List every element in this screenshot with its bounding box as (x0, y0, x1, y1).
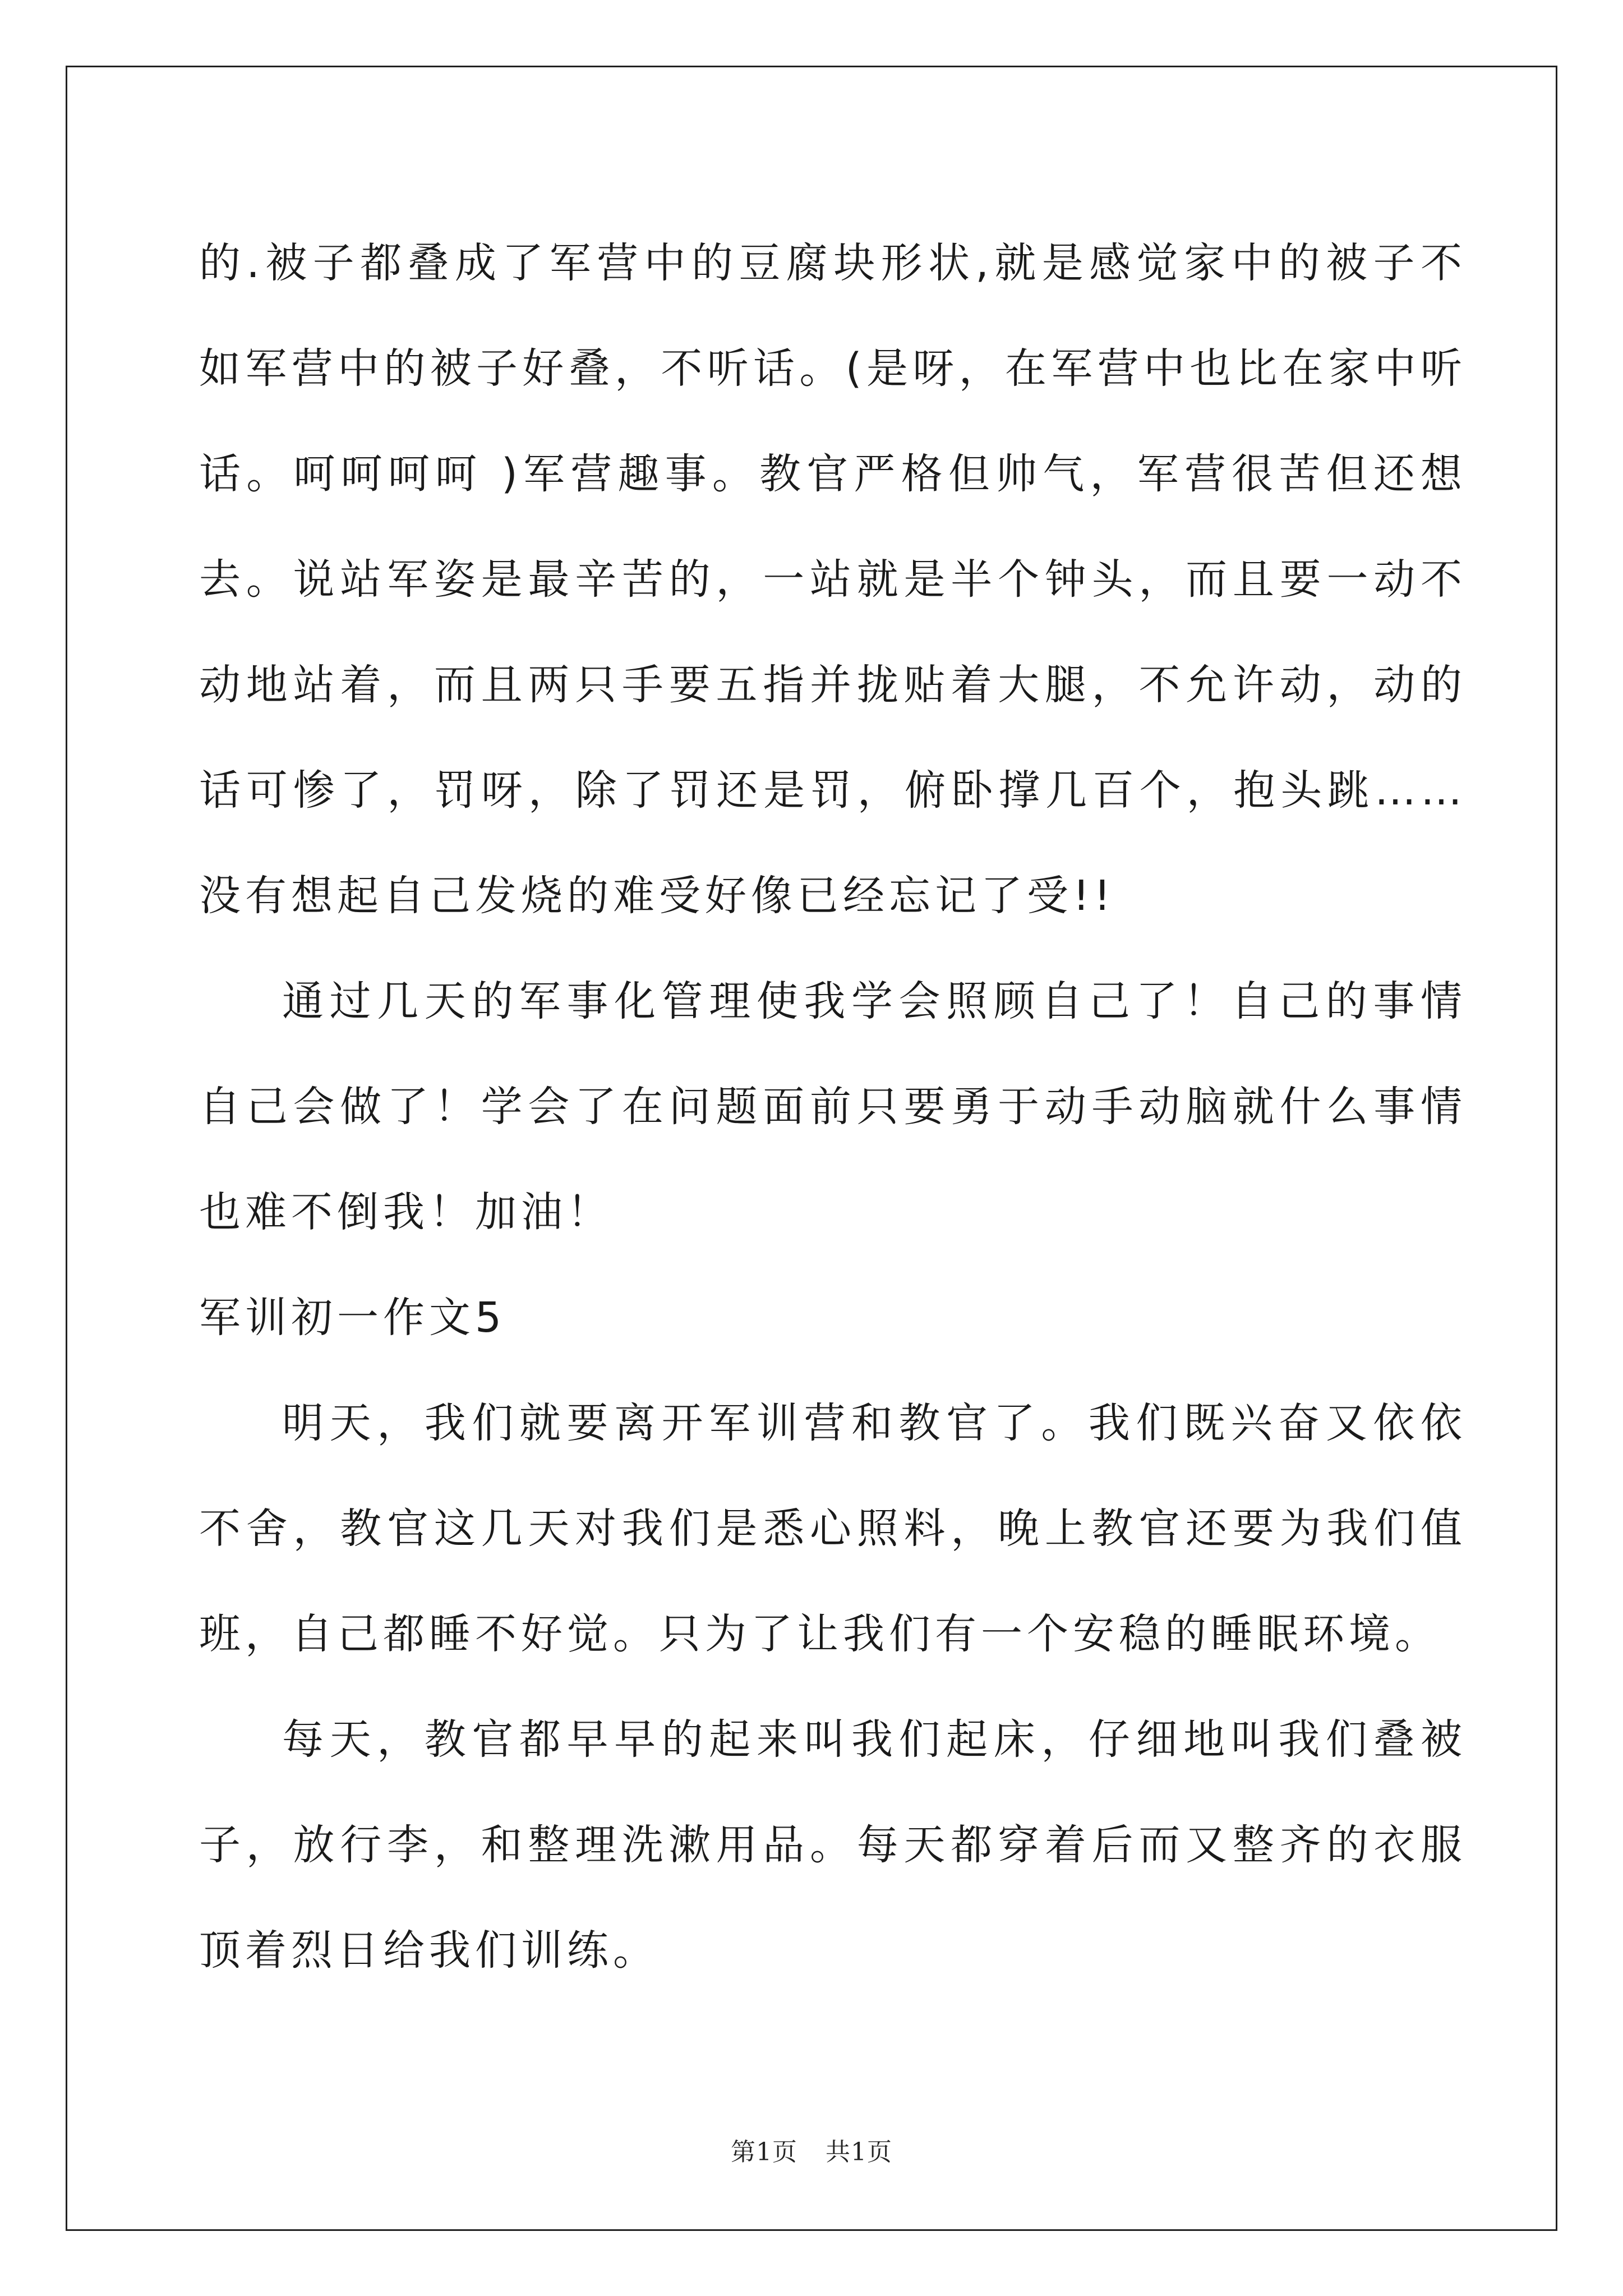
paragraph-military-management: 通过几天的军事化管理使我学会照顾自己了！自己的事情自己会做了！学会了在问题面前只要勇于动手动脑就什么事情也难不倒我！加油！ (199, 977, 1467, 1236)
page-footer (0, 2132, 1623, 2168)
paragraph-leaving-camp: 明天，我们就要离开军训营和教官了。我们既兴奋又依依不舍，教官这几天对我们是悉心照料，晚上教官还要为我们值班，自己都睡不好觉。只为了让我们有一个安稳的睡眠环境。 (199, 1399, 1467, 1658)
document-body (199, 210, 1467, 2003)
page-number: 第1页 (731, 2138, 797, 2166)
page-total: 共1页 (826, 2138, 892, 2166)
paragraph-continuation: 的.被子都叠成了军营中的豆腐块形状,就是感觉家中的被子不如军营中的被子好叠，不听话。(是呀，在军营中也比在家中听话。呵呵呵呵 )军营趣事。教官严格但帅气，军营很苦但还想去。说站军姿是最辛苦的，一站就是半个钟头，而且要一动不动地站着，而且两只手要五指并拢贴着大腿，不允许动，动的话可惨了，罚呀，除了罚还是罚，俯卧撑几百个，抱头跳……没有想起自己发烧的难受好像已经忘记了受!! (199, 239, 1467, 920)
section-heading: 军训初一作文5 (199, 1294, 506, 1342)
paragraph-daily-routine: 每天，教官都早早的起来叫我们起床，仔细地叫我们叠被子，放行李，和整理洗漱用品。每天都穿着后而又整齐的衣服顶着烈日给我们训练。 (199, 1715, 1467, 1975)
